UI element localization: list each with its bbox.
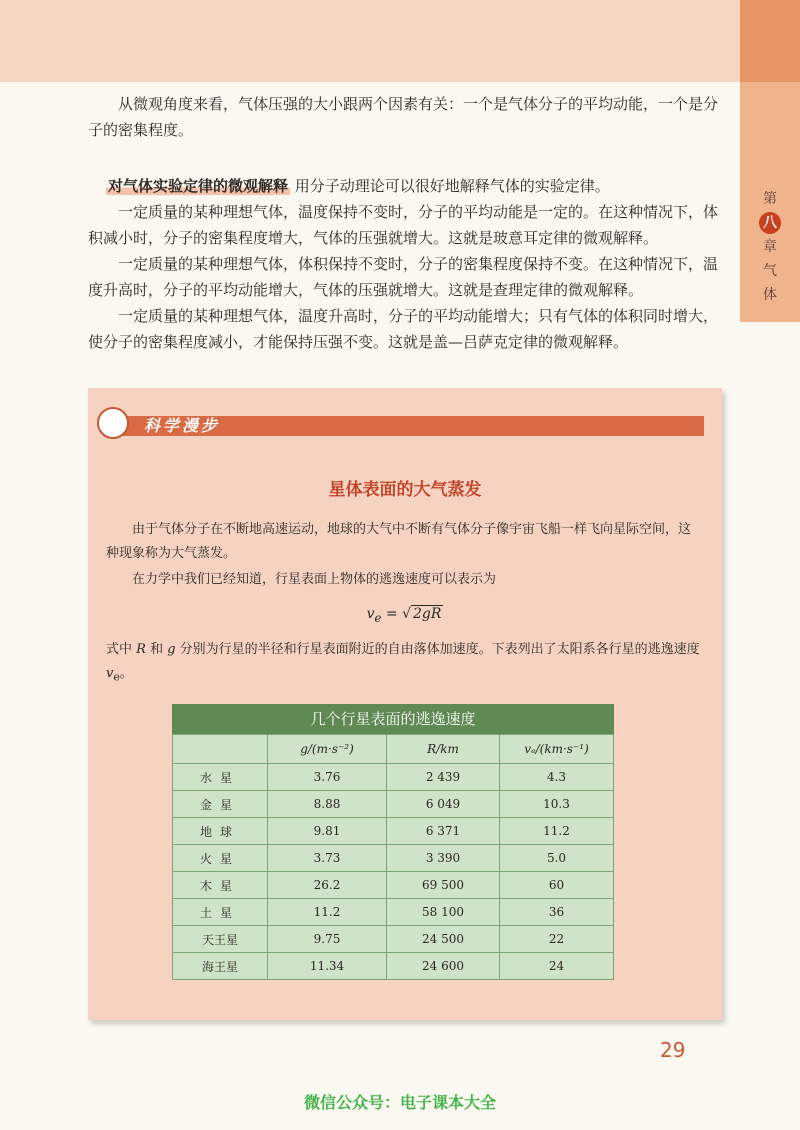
chapter-number: 八 [759, 212, 781, 234]
section-lead: 用分子动理论可以很好地解释气体的实验定律。 [294, 177, 610, 195]
table-cell: 9.75 [268, 926, 387, 953]
box-paragraph-1: 由于气体分子在不断地高速运动，地球的大气中不断有气体分子像宇宙飞船一样飞向星际空间，这种现象称为大气蒸发。 [106, 522, 692, 561]
table-cell: 69 500 [387, 872, 500, 899]
table-cell: 10.3 [500, 791, 614, 818]
table-cell: 58 100 [387, 899, 500, 926]
table-cell: 24 600 [387, 953, 500, 980]
table-row [173, 872, 614, 899]
table-cell: 24 [500, 953, 614, 980]
formula-eq: = [381, 606, 403, 622]
table-body [173, 764, 614, 980]
paragraph-boyle: 一定质量的某种理想气体，温度保持不变时，分子的平均动能是一定的。在这种情况下，体积减小时，分子的密集程度增大，气体的压强就增大。这就是玻意耳定律的微观解释。 [88, 203, 719, 247]
p3-r: R [136, 642, 146, 657]
science-walk-label: 科学漫步 [144, 416, 221, 435]
section-lead-line [88, 173, 724, 199]
table-cell: 4.3 [500, 764, 614, 791]
table-cell: 3.76 [268, 764, 387, 791]
p3-c: 分别为行星的半径和行星表面附近的自由落体加速度。下表列出了太阳系各行星的逃逸速度 [175, 642, 700, 657]
planet-name-cell: 水星 [173, 764, 268, 791]
p3-v: v [106, 666, 114, 681]
chapter-tab-text [740, 187, 800, 307]
formula-radicand: 2gR [412, 606, 442, 622]
planet-name-cell: 天王星 [173, 926, 268, 953]
table-caption: 几个行星表面的逃逸速度 [172, 704, 614, 734]
section-heading: 对气体实验定律的微观解释 [108, 177, 289, 195]
table-row [173, 899, 614, 926]
planet-name-cell: 木星 [173, 872, 268, 899]
header-empty [173, 735, 268, 764]
paragraph-gay-lussac: 一定质量的某种理想气体，温度升高时，分子的平均动能增大；只有气体的体积同时增大，使分子的密集程度减小，才能保持压强不变。这就是盖—吕萨克定律的微观解释。 [88, 307, 719, 351]
table-row [173, 926, 614, 953]
table-cell: 11.34 [268, 953, 387, 980]
p3-b: 和 [145, 642, 168, 657]
header-g: g/(m·s⁻²) [268, 735, 387, 764]
table-row [173, 791, 614, 818]
chapter-title-1: 气 [763, 263, 777, 279]
table-cell: 2 439 [387, 764, 500, 791]
escape-velocity-table [172, 704, 614, 980]
table-cell: 6 049 [387, 791, 500, 818]
table-cell: 11.2 [500, 818, 614, 845]
table-cell: 3.73 [268, 845, 387, 872]
science-walk-box [88, 388, 722, 1020]
science-walk-circle-icon [97, 407, 129, 439]
table-row [173, 845, 614, 872]
planet-name-cell: 地球 [173, 818, 268, 845]
table-cell: 11.2 [268, 899, 387, 926]
p3-sub: e [113, 670, 120, 684]
formula-radical: √ [402, 606, 411, 622]
table-row [173, 764, 614, 791]
chapter-suffix: 章 [763, 239, 777, 255]
table-cell: 6 371 [387, 818, 500, 845]
header-ve: vₑ/(km·s⁻¹) [500, 735, 614, 764]
table-cell: 9.81 [268, 818, 387, 845]
header-r: R/km [387, 735, 500, 764]
table-cell: 5.0 [500, 845, 614, 872]
p3-end: 。 [119, 666, 133, 681]
chapter-title-2: 体 [763, 287, 777, 303]
chapter-tab [740, 0, 800, 322]
table-cell: 60 [500, 872, 614, 899]
box-paragraph-2: 在力学中我们已经知道，行星表面上物体的逃逸速度可以表示为 [132, 572, 497, 587]
table [172, 734, 614, 980]
p3-g: g [167, 642, 176, 657]
table-cell: 22 [500, 926, 614, 953]
planet-name-cell: 金星 [173, 791, 268, 818]
table-cell: 26.2 [268, 872, 387, 899]
chapter-tab-top [740, 0, 800, 82]
footer-watermark: 微信公众号：电子课本大全 [303, 1093, 496, 1112]
page-number: 29 [660, 1038, 686, 1062]
top-band [0, 0, 740, 82]
table-cell: 36 [500, 899, 614, 926]
escape-velocity-formula [88, 606, 722, 625]
table-row [173, 818, 614, 845]
table-cell: 3 390 [387, 845, 500, 872]
box-paragraph-3 [106, 638, 702, 690]
planet-name-cell: 海王星 [173, 953, 268, 980]
p3-a: 式中 [106, 642, 137, 657]
planet-name-cell: 土星 [173, 899, 268, 926]
chapter-prefix: 第 [763, 191, 777, 207]
paragraph-charles: 一定质量的某种理想气体，体积保持不变时，分子的密集程度保持不变。在这种情况下，温度升高时，分子的平均动能增大，气体的压强就增大。这就是查理定律的微观解释。 [88, 255, 719, 299]
intro-paragraph: 从微观角度来看，气体压强的大小跟两个因素有关：一个是气体分子的平均动能，一个是分子的密集程度。 [88, 95, 719, 139]
box-title: 星体表面的大气蒸发 [328, 480, 482, 500]
table-header-row [173, 735, 614, 764]
planet-name-cell: 火星 [173, 845, 268, 872]
formula-lhs: v [366, 606, 375, 622]
table-cell: 24 500 [387, 926, 500, 953]
table-cell: 8.88 [268, 791, 387, 818]
table-row [173, 953, 614, 980]
formula-sub: e [374, 610, 382, 625]
